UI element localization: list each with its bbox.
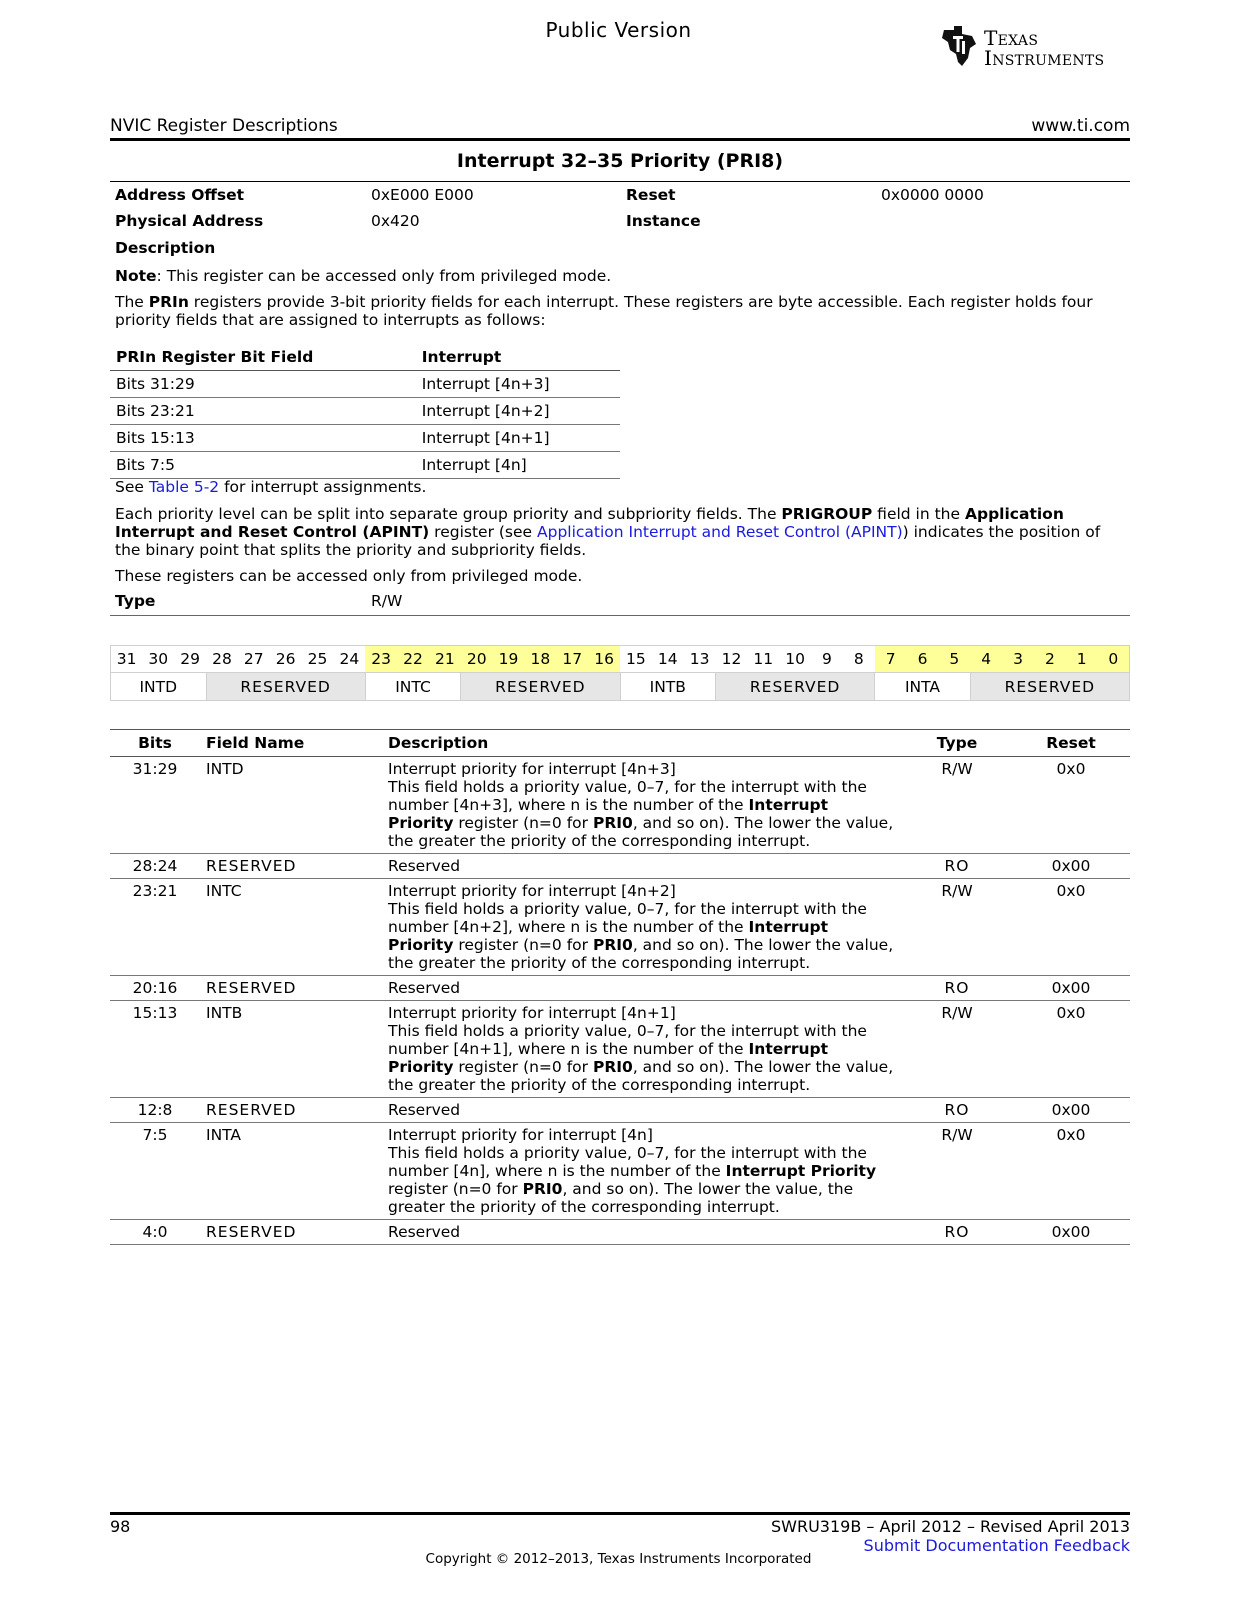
bit-number: 12 [716,646,748,673]
ti-logo [938,24,1130,74]
field-description [382,757,902,854]
desc-term: Interrupt Priority [388,796,829,832]
desc-text: register (n=0 for [453,814,593,832]
bit-number: 27 [238,646,270,673]
bit-number: 7 [875,646,907,673]
field-description [382,879,902,976]
field-description [382,854,902,879]
desc-text: register (n=0 for [453,1058,593,1076]
table-cell: Interrupt [4n] [416,452,620,479]
bitmap-field-intc: INTC [365,673,461,701]
desc-text: This field holds a priority value, 0–7, for the interrupt with the number [4n+1], where n is the number of the [388,1022,867,1058]
field-type: RO [902,1098,1012,1123]
column-header-type: Type [902,730,1012,757]
field-type: R/W [902,757,1012,854]
field-bits: 7:5 [110,1123,200,1220]
column-header-field-name: Field Name [200,730,382,757]
bit-number: 2 [1034,646,1066,673]
column-header: Interrupt [416,344,620,371]
prigroup-text: Each priority level can be split into separate group priority and subpriority fields. The [115,505,782,523]
prigroup-text-3: register (see [429,523,537,541]
field-name: INTB [200,1001,382,1098]
bit-number: 18 [524,646,556,673]
bit-number: 5 [938,646,970,673]
reset-value: 0x0000 0000 [881,186,984,204]
table-cell: Bits 15:13 [110,425,416,452]
field-name: RESERVED [200,1098,382,1123]
desc-text: , and so on). The lower the value, the greater the priority of the corresponding interrupt. [388,1180,854,1216]
bit-number: 8 [843,646,875,673]
table-row [110,1220,1130,1245]
texas-state-icon [938,24,980,68]
field-type: RO [902,976,1012,1001]
type-label: Type [115,592,156,610]
bit-number: 15 [620,646,652,673]
field-name: INTC [200,879,382,976]
bitmap-field-reserved: RESERVED [461,673,620,701]
field-type: R/W [902,1123,1012,1220]
bit-number: 28 [206,646,238,673]
field-bits: 31:29 [110,757,200,854]
bit-number: 6 [907,646,939,673]
bit-number: 9 [811,646,843,673]
bit-number: 16 [588,646,620,673]
bit-number: 11 [747,646,779,673]
desc-term: Interrupt Priority [725,1162,877,1180]
table-cell: Bits 31:29 [110,371,416,398]
table-row [110,854,1130,879]
note-paragraph [115,267,1125,285]
field-reset: 0x0 [1012,1001,1130,1098]
field-name: RESERVED [200,976,382,1001]
desc-text: , and so on). The lower the value, the greater the priority of the corresponding interrupt. [388,1058,894,1094]
prin-para-text-rest: registers provide 3-bit priority fields for each interrupt. These registers are byte accessible. Each register holds four priority fields that are assigned to interrupts as follows: [115,293,1093,329]
note-label: Note [115,267,157,285]
table-row [110,1123,1130,1220]
bitmap-field-reserved: RESERVED [970,673,1129,701]
field-description [382,1001,902,1098]
field-description [382,1123,902,1220]
bit-number: 23 [365,646,397,673]
table-row [110,879,1130,976]
table-row [110,1001,1130,1098]
field-reset: 0x0 [1012,757,1130,854]
table-header-row [110,344,620,371]
field-name: INTD [200,757,382,854]
field-bits: 15:13 [110,1001,200,1098]
privileged-paragraph: These registers can be accessed only from privileged mode. [115,567,583,585]
desc-term: PRI0 [522,1180,563,1198]
table-cell: Bits 7:5 [110,452,416,479]
field-row [111,673,1130,701]
bit-number: 0 [1098,646,1130,673]
field-desc-summary: Interrupt priority for interrupt [4n+1] [388,1004,676,1022]
table-row [110,425,620,452]
bit-number: 24 [333,646,365,673]
header-rule [110,138,1130,141]
field-desc-detail [388,1022,896,1094]
prigroup-text-4: ) indicates the position of the binary point that splits the priority and subpriority fields. [115,523,1101,559]
bit-number: 21 [429,646,461,673]
desc-text: This field holds a priority value, 0–7, for the interrupt with the number [4n+3], where n is the number of the [388,778,867,814]
see-text: See [115,478,149,496]
prigroup-text-2: field in the [872,505,965,523]
see-text-rest: for interrupt assignments. [219,478,427,496]
field-description [382,1220,902,1245]
table-row [110,757,1130,854]
desc-text: This field holds a priority value, 0–7, for the interrupt with the number [4n], where n is the number of the [388,1144,867,1180]
field-bits: 12:8 [110,1098,200,1123]
apint-term: Application Interrupt and Reset Control (APINT) [115,505,1064,541]
desc-text: , and so on). The lower the value, the greater the priority of the corresponding interrupt. [388,936,894,972]
desc-text: register (n=0 for [388,1180,523,1198]
table-cell: Interrupt [4n+1] [416,425,620,452]
ti-logo-line2: Instruments [984,46,1105,70]
instance-label: Instance [626,212,701,230]
bit-number: 19 [493,646,525,673]
bitmap-field-reserved: RESERVED [716,673,875,701]
field-reset: 0x00 [1012,854,1130,879]
field-desc-summary: Interrupt priority for interrupt [4n+2] [388,882,676,900]
prin-para-text: The [115,293,149,311]
table-cell: Interrupt [4n+2] [416,398,620,425]
physical-address-label: Physical Address [115,212,264,230]
table-row [110,1098,1130,1123]
bitmap-field-inta: INTA [875,673,971,701]
field-bits: 23:21 [110,879,200,976]
bit-number: 14 [652,646,684,673]
field-reset: 0x00 [1012,1220,1130,1245]
bitmap-field-reserved: RESERVED [206,673,365,701]
desc-term: Interrupt Priority [388,918,829,954]
field-type: R/W [902,879,1012,976]
description-label: Description [115,239,216,257]
table-cell: Interrupt [4n+3] [416,371,620,398]
ti-logo-line1: Texas [984,26,1039,50]
desc-term: PRI0 [592,814,633,832]
footer-rule [110,1512,1130,1515]
bit-number: 30 [142,646,174,673]
bit-number: 22 [397,646,429,673]
bit-number-row [111,646,1130,673]
field-bits: 4:0 [110,1220,200,1245]
table-header-row [110,730,1130,757]
bitmap-field-intb: INTB [620,673,716,701]
field-type: R/W [902,1001,1012,1098]
desc-text: register (n=0 for [453,936,593,954]
field-type: RO [902,854,1012,879]
table-row [110,452,620,479]
field-name: INTA [200,1123,382,1220]
address-offset-value: 0xE000 E000 [371,186,474,204]
table-row [110,371,620,398]
bit-number: 26 [270,646,302,673]
register-bitmap [110,645,1130,701]
desc-text: This field holds a priority value, 0–7, for the interrupt with the number [4n+2], where n is the number of the [388,900,867,936]
prin-term: PRIn [148,293,189,311]
note-text: : This register can be accessed only from privileged mode. [156,267,612,285]
bit-number: 20 [461,646,493,673]
prin-bitfield-table [110,344,620,479]
desc-term: PRI0 [592,936,633,954]
type-rule [110,615,1130,616]
field-desc-summary: Interrupt priority for interrupt [4n] [388,1126,653,1144]
field-description [382,976,902,1001]
field-bits: 28:24 [110,854,200,879]
column-header-bits: Bits [110,730,200,757]
site-link[interactable]: www.ti.com [1031,116,1130,136]
see-table-paragraph [115,478,426,496]
table-row [110,398,620,425]
bit-number: 10 [779,646,811,673]
field-type: RO [902,1220,1012,1245]
public-version-label: Public Version [545,18,692,42]
field-reset: 0x0 [1012,1123,1130,1220]
desc-text: , and so on). The lower the value, the greater the priority of the corresponding interrupt. [388,814,894,850]
title-rule [110,181,1130,182]
bit-number: 25 [302,646,334,673]
type-value: R/W [371,592,403,610]
field-desc-summary: Reserved [388,1101,461,1119]
page-number: 98 [110,1517,131,1536]
field-reset: 0x00 [1012,976,1130,1001]
physical-address-value: 0x420 [371,212,420,230]
field-description [382,1098,902,1123]
column-header-description: Description [382,730,902,757]
reset-label: Reset [626,186,676,204]
running-header [110,116,1130,138]
bit-number: 4 [970,646,1002,673]
field-name: RESERVED [200,854,382,879]
table-cell: Bits 23:21 [110,398,416,425]
field-desc-summary: Reserved [388,857,461,875]
table-row [110,976,1130,1001]
field-desc-detail [388,778,896,850]
ti-logo-text [984,28,1104,68]
prin-paragraph [115,293,1125,329]
bitmap-field-intd: INTD [111,673,207,701]
register-title: Interrupt 32–35 Priority (PRI8) [456,150,784,172]
section-title: NVIC Register Descriptions [110,116,338,136]
column-header: PRIn Register Bit Field [110,344,416,371]
prigroup-term: PRIGROUP [781,505,873,523]
field-name: RESERVED [200,1220,382,1245]
desc-term: PRI0 [592,1058,633,1076]
field-descriptions-table [110,729,1130,1245]
apint-link[interactable]: Application Interrupt and Reset Control (APINT) [537,523,903,541]
bit-number: 17 [556,646,588,673]
field-desc-detail [388,1144,896,1216]
bit-number: 13 [684,646,716,673]
document-id: SWRU319B – April 2012 – Revised April 2013 [771,1517,1130,1536]
field-desc-summary: Interrupt priority for interrupt [4n+3] [388,760,676,778]
address-offset-label: Address Offset [115,186,245,204]
submit-feedback-link[interactable]: Submit Documentation Feedback [863,1536,1130,1555]
field-desc-summary: Reserved [388,979,461,997]
field-desc-detail [388,900,896,972]
desc-term: Interrupt Priority [388,1040,829,1076]
field-desc-summary: Reserved [388,1223,461,1241]
prigroup-paragraph [115,505,1127,559]
copyright: Copyright © 2012–2013, Texas Instruments Incorporated [425,1551,812,1567]
bit-number: 29 [174,646,206,673]
table-5-2-link[interactable]: Table 5-2 [148,478,220,496]
bit-number: 1 [1066,646,1098,673]
field-reset: 0x0 [1012,879,1130,976]
field-bits: 20:16 [110,976,200,1001]
field-reset: 0x00 [1012,1098,1130,1123]
bit-number: 31 [111,646,143,673]
column-header-reset: Reset [1012,730,1130,757]
bit-number: 3 [1002,646,1034,673]
